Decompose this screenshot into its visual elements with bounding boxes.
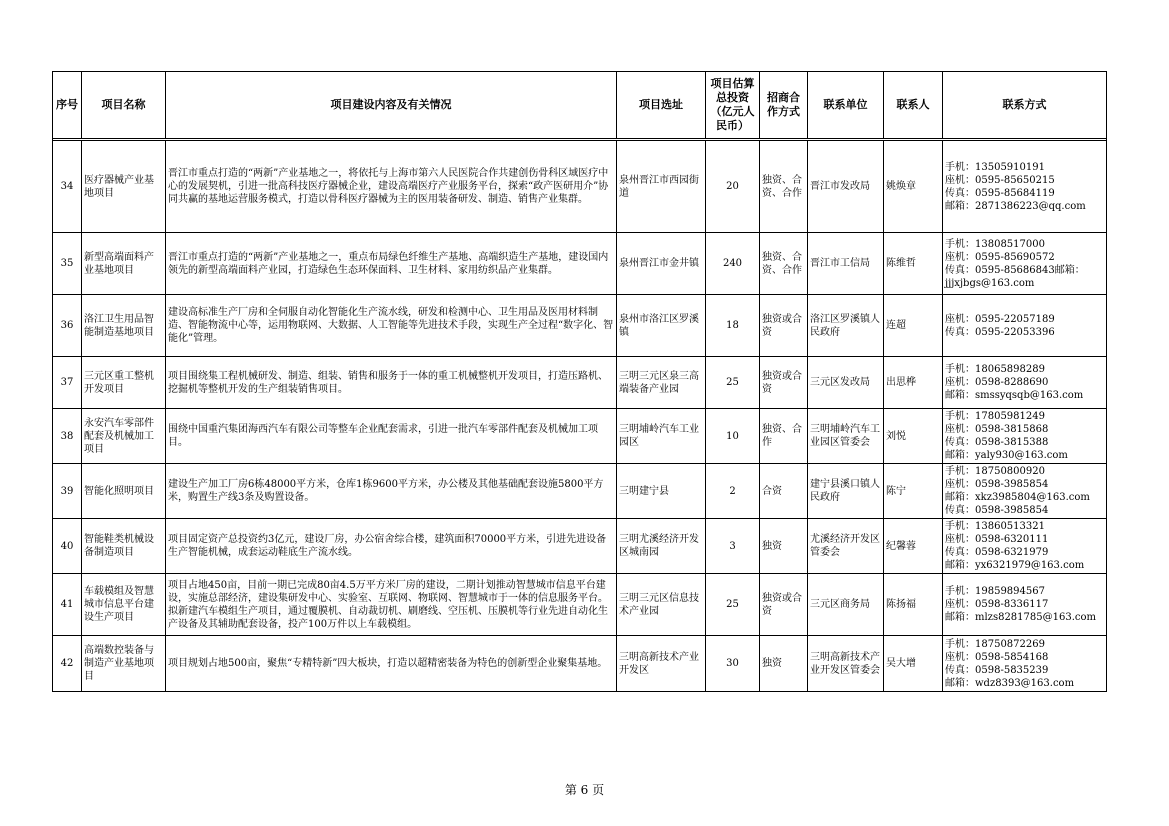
header-site: 项目选址 [617,72,706,139]
table-row [53,519,1107,574]
contact-info [943,519,1107,574]
project-content: 项目固定资产总投资约3亿元，建设厂房，办公宿舍综合楼，建筑面积70000平方米，引进先进设备生产智能机械，成套运动鞋底生产流水线。 [166,519,617,574]
cooperation-mode: 独资、合作 [760,409,808,464]
header-name: 项目名称 [82,72,166,139]
project-site: 三明高新技术产业开发区 [617,636,706,692]
row-number: 35 [53,233,82,295]
project-investment: 20 [706,141,760,233]
contact-info [943,409,1107,464]
contact-unit: 三明埔岭汽车工业园区管委会 [808,409,884,464]
contact-info [943,141,1107,233]
contact-line: 邮箱：yaly930@163.com [945,450,1068,461]
project-investment: 240 [706,233,760,295]
row-number: 39 [53,464,82,519]
project-name: 三元区重工整机开发项目 [82,357,166,409]
table-row [53,357,1107,409]
table-row [53,233,1107,295]
cooperation-mode: 独资 [760,519,808,574]
contact-info [943,295,1107,357]
header-row [53,72,1107,139]
contact-line: 传真：0598-3815388 [945,437,1049,448]
table-row [53,574,1107,636]
project-investment: 10 [706,409,760,464]
contact-line: 座机：0598-5854168 [945,651,1049,663]
row-number: 34 [53,141,82,233]
project-name: 永安汽车零部件配套及机械加工项目 [82,409,166,464]
page-number: 第 6 页 [564,783,605,797]
contact-line: 邮箱：wdz8393@163.com [945,677,1075,689]
contact-unit: 尤溪经济开发区管委会 [808,519,884,574]
row-number: 37 [53,357,82,409]
cooperation-mode: 独资、合资、合作 [760,233,808,295]
contact-person: 刘悦 [884,409,943,464]
contact-line: 手机：18750872269 [945,638,1045,650]
row-number: 38 [53,409,82,464]
contact-person: 陈维哲 [884,233,943,295]
cooperation-mode: 独资或合资 [760,574,808,636]
contact-line: 手机：18065898289 [945,364,1045,375]
contact-person: 吴大增 [884,636,943,692]
header-contact: 联系方式 [943,72,1107,139]
contact-line: 手机：13505910191 [945,161,1045,173]
project-investment: 18 [706,295,760,357]
project-investment: 3 [706,519,760,574]
contact-unit: 晋江市发改局 [808,141,884,233]
project-name: 智能鞋类机械设备制造项目 [82,519,166,574]
header-no: 序号 [53,72,82,139]
contact-person: 陈扬福 [884,574,943,636]
contact-unit: 三元区发改局 [808,357,884,409]
contact-line: 传真：0595-22053396 [945,326,1055,338]
contact-line: 座机：0595-85690572 [945,251,1055,263]
contact-line: 邮箱：2871386223@qq.com [945,200,1086,212]
contact-person: 姚焕章 [884,141,943,233]
contact-line: 座机：0595-85650215 [945,174,1055,186]
contact-line: 手机：13860513321 [945,521,1045,532]
project-investment: 25 [706,574,760,636]
contact-line: 座机：0598-8288690 [945,377,1049,388]
row-number: 36 [53,295,82,357]
project-content: 建设高标准生产厂房和全伺服自动化智能化生产流水线，研发和检测中心、卫生用品及医用材料制造、智能物流中心等，运用物联网、大数据、人工智能等先进技术手段，实现生产全过程“数字化、智能化”管理。 [166,295,617,357]
contact-line: 传真：0598-6321979 [945,547,1049,558]
project-site: 三明尤溪经济开发区城南园 [617,519,706,574]
project-investment: 30 [706,636,760,692]
row-number: 42 [53,636,82,692]
contact-line: 座机：0598-3815868 [945,424,1049,435]
project-content: 项目占地450亩，目前一期已完成80亩4.5万平方米厂房的建设，二期计划推动智慧城市信息平台建设，实施总部经济，建设集研发中心、实验室、互联网、物联网、智慧城市于一体的信息服务平台。拟新建汽车模组生产项目，通过覆膜机、自动裁切机、刷磨线、空压机、压膜机等行业先进自动化生产设备及其辅助配套设备，投产100万件以上车载模组。 [166,574,617,636]
project-site: 三明三元区信息技术产业园 [617,574,706,636]
contact-info [943,464,1107,519]
contact-line: 座机：0598-6320111 [945,534,1049,545]
contact-unit: 洛江区罗溪镇人民政府 [808,295,884,357]
project-name: 洛江卫生用品智能制造基地项目 [82,295,166,357]
contact-person: 连超 [884,295,943,357]
contact-line: 邮箱：xkz3985804@163.com [945,492,1090,503]
table-row [53,409,1107,464]
contact-line: 邮箱：yx6321979@163.com [945,560,1085,571]
header-person: 联系人 [884,72,943,139]
row-number: 41 [53,574,82,636]
project-content: 建设生产加工厂房6栋48000平方米，仓库1栋9600平方米，办公楼及其他基础配套设施5800平方米，购置生产线3条及购置设备。 [166,464,617,519]
contact-line: 传真：0595-85686843邮箱： [945,264,1085,276]
contact-line: 手机：13808517000 [945,238,1045,250]
project-table [52,71,1107,692]
contact-line: 传真：0598-5835239 [945,664,1049,676]
contact-info [943,574,1107,636]
header-investment: 项目估算总投资（亿元人民币） [706,72,760,139]
project-content: 晋江市重点打造的“两新”产业基地之一，将依托与上海市第六人民医院合作共建创伤骨科区域医疗中心的发展契机，引进一批高科技医疗器械企业，建设高端医疗产业服务平台，探索“政产医研用介”协同共赢的基地运营服务模式，打造以骨科医疗器械为主的医用装备研发、制造、销售产业集群。 [166,141,617,233]
project-site: 三明三元区泉三高端装备产业园 [617,357,706,409]
cooperation-mode: 独资 [760,636,808,692]
row-number: 40 [53,519,82,574]
project-content: 围绕中国重汽集团海西汽车有限公司等整车企业配套需求，引进一批汽车零部件配套及机械加工项目。 [166,409,617,464]
project-name: 医疗器械产业基地项目 [82,141,166,233]
contact-line: 传真：0598-3985854 [945,505,1049,516]
contact-unit: 建宁县溪口镇人民政府 [808,464,884,519]
project-site: 泉州晋江市西园街道 [617,141,706,233]
contact-person: 出思桦 [884,357,943,409]
project-name: 车载模组及智慧城市信息平台建设生产项目 [82,574,166,636]
contact-line: jjjxjbgs@163.com [945,277,1035,289]
contact-person: 陈宁 [884,464,943,519]
contact-unit: 三元区商务局 [808,574,884,636]
contact-line: 邮箱：smssyqsqb@163.com [945,390,1084,401]
table-row [53,141,1107,233]
contact-info [943,357,1107,409]
contact-line: 手机：17805981249 [945,411,1045,422]
project-investment: 25 [706,357,760,409]
project-investment: 2 [706,464,760,519]
table-row [53,464,1107,519]
project-content: 项目围绕集工程机械研发、制造、组装、销售和服务于一体的重工机械整机开发项目，打造压路机、挖掘机等整机开发的生产组装销售项目。 [166,357,617,409]
contact-line: 手机：18750800920 [945,466,1045,477]
contact-person: 纪馨蓉 [884,519,943,574]
project-site: 泉州晋江市金井镇 [617,233,706,295]
contact-line: 手机：19859894567 [945,586,1045,597]
table-row [53,295,1107,357]
header-mode: 招商合作方式 [760,72,808,139]
contact-unit: 晋江市工信局 [808,233,884,295]
cooperation-mode: 独资或合资 [760,357,808,409]
contact-info [943,233,1107,295]
project-site: 三明建宁县 [617,464,706,519]
project-site: 泉州市洛江区罗溪镇 [617,295,706,357]
contact-line: 邮箱：mlzs8281785@163.com [945,612,1096,623]
cooperation-mode: 独资、合资、合作 [760,141,808,233]
contact-info [943,636,1107,692]
header-content: 项目建设内容及有关情况 [166,72,617,139]
contact-line: 传真：0595-85684119 [945,187,1055,199]
contact-line: 座机：0595-22057189 [945,313,1055,325]
project-name: 新型高端面料产业基地项目 [82,233,166,295]
project-name: 智能化照明项目 [82,464,166,519]
project-content: 项目规划占地500亩，聚焦“专精特新”四大板块，打造以超精密装备为特色的创新型企业聚集基地。 [166,636,617,692]
cooperation-mode: 独资或合资 [760,295,808,357]
project-content: 晋江市重点打造的“两新”产业基地之一，重点布局绿色纤维生产基地、高端织造生产基地，建设国内领先的新型高端面料产业园，打造绿色生态环保面料、卫生材料、家用纺织品产业集群。 [166,233,617,295]
contact-line: 座机：0598-3985854 [945,479,1049,490]
table-row [53,636,1107,692]
project-name: 高端数控装备与制造产业基地项目 [82,636,166,692]
contact-line: 座机：0598-8336117 [945,599,1049,610]
contact-unit: 三明高新技术产业开发区管委会 [808,636,884,692]
project-site: 三明埔岭汽车工业园区 [617,409,706,464]
cooperation-mode: 合资 [760,464,808,519]
header-unit: 联系单位 [808,72,884,139]
